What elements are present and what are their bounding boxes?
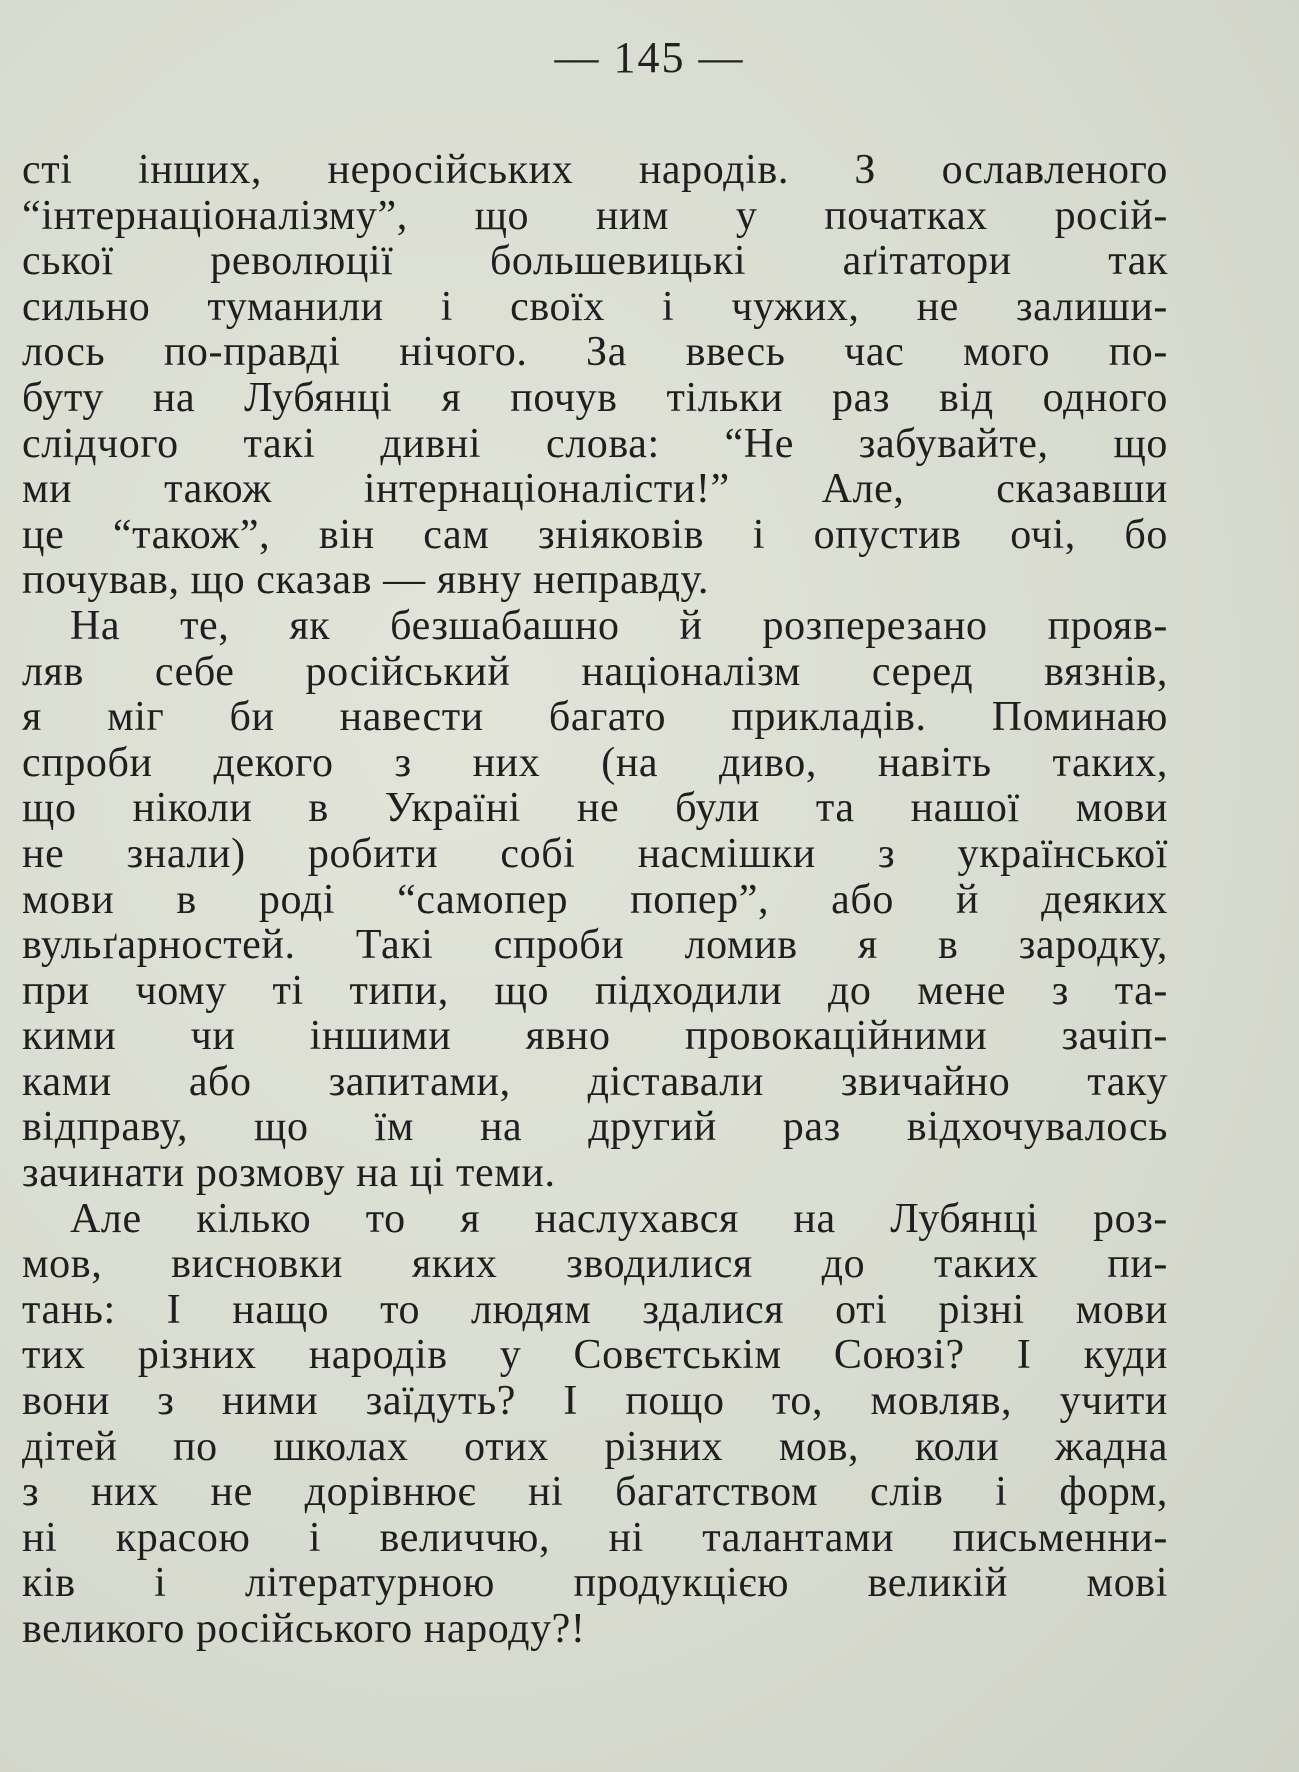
text-line: спроби декого з них (на диво, навіть таких, [22, 739, 1168, 786]
text-line: мови в роді “самопер попер”, або й деяких [22, 876, 1168, 923]
text-line: ками або запитами, діставали звичайно таку [22, 1058, 1168, 1105]
text-line: сильно туманили і своїх і чужих, не залиши- [22, 283, 1168, 330]
text-line: ми також інтернаціоналісти!” Але, сказавши [22, 466, 1168, 513]
text-line: дітей по школах отих різних мов, коли жадна [22, 1423, 1168, 1470]
text-line: лось по-правді нічого. За ввесь час мого по- [22, 329, 1168, 376]
text-line: На те, як безшабашно й розперезано прояв- [70, 602, 1168, 649]
text-line: не знали) робити собі насмішки з української [22, 830, 1168, 877]
text-line: зачинати розмову на ці теми. [22, 1150, 556, 1197]
text-line: тих різних народів у Совєтськім Союзі? І куди [22, 1332, 1168, 1379]
text-line: кими чи іншими явно провокаційними зачіп- [22, 1013, 1168, 1060]
text-line: ської революції большевицькі аґітатори так [22, 238, 1168, 285]
text-line: вульґарностей. Такі спроби ломив я в зародку, [22, 922, 1168, 969]
text-line: ляв себе російський націоналізм серед вязнів, [22, 648, 1168, 695]
text-line: я міг би навести багато прикладів. Поминаю [22, 694, 1168, 741]
page-number: — 145 — [554, 33, 745, 82]
text-line: тань: І нащо то людям здалися оті різні мови [22, 1286, 1168, 1333]
text-line: з них не дорівнює ні багатством слів і форм, [22, 1469, 1168, 1516]
text-line: “інтернаціоналізму”, що ним у початках росій- [22, 192, 1168, 239]
text-line: це “також”, він сам зніяковів і опустив очі, бо [22, 511, 1168, 558]
text-line: ків і літературною продукцією великій мові [22, 1560, 1168, 1607]
text-line: почував, що сказав — явну неправду. [22, 557, 710, 604]
text-line: при чому ті типи, що підходили до мене з та- [22, 967, 1168, 1014]
text-line: що ніколи в Україні не були та нашої мови [22, 785, 1168, 832]
body-text [22, 148, 1168, 1653]
text-line: ні красою і величчю, ні талантами письменни- [22, 1514, 1168, 1561]
text-line: буту на Лубянці я почув тільки раз від одного [22, 374, 1168, 421]
text-line: вони з ними заїдуть? І пощо то, мовляв, учити [22, 1378, 1168, 1425]
text-line: мов, висновки яких зводилися до таких пи- [22, 1241, 1168, 1288]
text-line: сті інших, неросійських народів. З ославленого [22, 147, 1168, 193]
text-line: відправу, що їм на другий раз відхочувалось [22, 1104, 1168, 1151]
text-line: слідчого такі дивні слова: “Не забувайте, що [22, 420, 1168, 467]
text-line: Але кілько то я наслухався на Лубянці роз- [70, 1195, 1168, 1242]
text-line: великого російського народу?! [22, 1606, 586, 1652]
